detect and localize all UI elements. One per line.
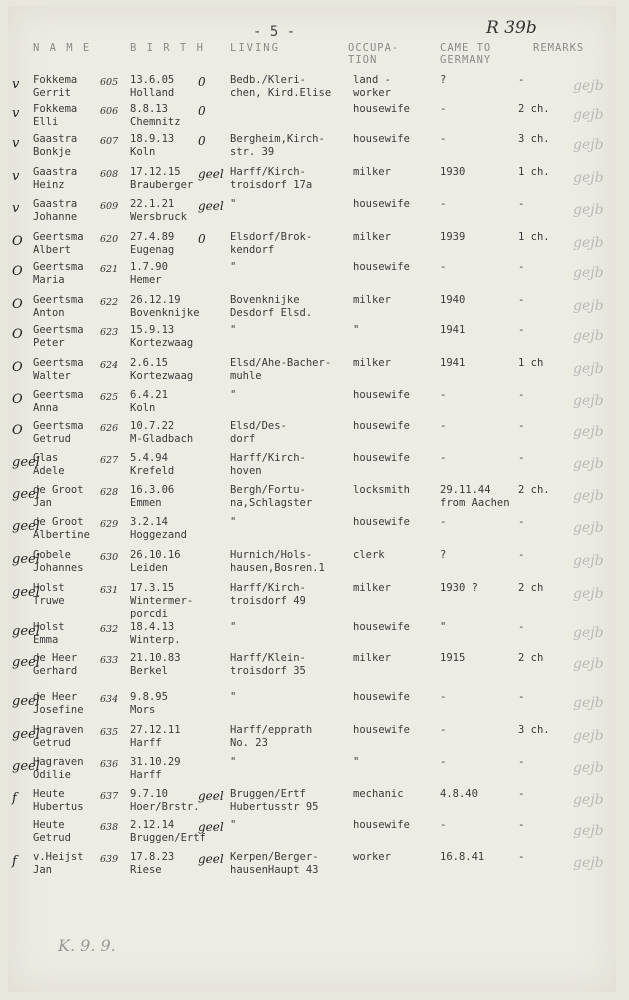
came-to-germany-cell: - — [440, 261, 447, 273]
living-cell: " — [230, 324, 237, 336]
row-mark: f — [12, 791, 17, 806]
index-number: 628 — [100, 487, 119, 498]
living-cell: " — [230, 621, 237, 633]
name-cell: Geertsma Anna — [33, 389, 84, 414]
birth-cell: 26.12.19 Bovenknijke — [130, 294, 200, 319]
row-mark: geel — [12, 455, 40, 470]
handwritten-note: geel — [198, 789, 224, 803]
came-to-germany-cell: - — [440, 819, 447, 831]
remarks-cell: - — [518, 324, 525, 336]
birth-cell: 2.6.15 Kortezwaag — [130, 357, 194, 382]
came-to-germany-cell: - — [440, 516, 447, 528]
row-mark: O — [12, 297, 23, 312]
index-number: 630 — [100, 552, 119, 563]
birth-cell: 26.10.16 Leiden — [130, 549, 181, 574]
row-mark: geel — [12, 727, 40, 742]
birth-cell: 31.10.29 Harff — [130, 756, 181, 781]
came-to-germany-cell: 1941 — [440, 324, 466, 336]
pencil-mark: gejb — [573, 656, 604, 672]
name-cell: Heute Hubertus — [33, 788, 84, 813]
pencil-mark: gejb — [573, 553, 604, 569]
pencil-mark: gejb — [573, 792, 604, 808]
living-cell: " — [230, 389, 237, 401]
header-occupation: OCCUPA- TION — [348, 42, 400, 66]
remarks-cell: 2 ch. — [518, 103, 550, 115]
occupation-cell: housewife — [353, 452, 410, 464]
index-number: 637 — [100, 791, 119, 802]
handwritten-note: 0 — [198, 75, 206, 89]
handwritten-note: geel — [198, 820, 224, 834]
index-number: 636 — [100, 759, 119, 770]
living-cell: Elsdorf/Brok- kendorf — [230, 231, 313, 256]
came-to-germany-cell: " — [440, 621, 447, 633]
name-cell: v.Heijst Jan — [33, 851, 84, 876]
index-number: 622 — [100, 297, 119, 308]
birth-cell: 9.8.95 Mors — [130, 691, 168, 716]
index-number: 635 — [100, 727, 119, 738]
row-mark: O — [12, 327, 23, 342]
row-mark: v — [12, 106, 20, 121]
birth-cell: 27.4.89 Eugenag — [130, 231, 175, 256]
living-cell: Elsd/Des- dorf — [230, 420, 287, 445]
occupation-cell: housewife — [353, 621, 410, 633]
occupation-cell: housewife — [353, 389, 410, 401]
index-number: 632 — [100, 624, 119, 635]
name-cell: Gaastra Bonkje — [33, 133, 78, 158]
pencil-mark: gejb — [573, 488, 604, 504]
handwritten-footer-note: K. 9. 9. — [58, 936, 116, 955]
pencil-mark: gejb — [573, 235, 604, 251]
name-cell: Holst Emma — [33, 621, 65, 646]
index-number: 608 — [100, 169, 119, 180]
living-cell: Kerpen/Berger- hausenHaupt 43 — [230, 851, 319, 876]
pencil-mark: gejb — [573, 202, 604, 218]
living-cell: Bedb./Kleri- chen, Kird.Elise — [230, 74, 332, 99]
index-number: 638 — [100, 822, 119, 833]
pencil-mark: gejb — [573, 328, 604, 344]
birth-cell: 17.8.23 Riese — [130, 851, 175, 876]
name-cell: de Groot Albertine — [33, 516, 90, 541]
living-cell: " — [230, 261, 237, 273]
pencil-mark: gejb — [573, 361, 604, 377]
name-cell: de Heer Josefine — [33, 691, 84, 716]
row-mark: geel — [12, 585, 40, 600]
remarks-cell: 1 ch. — [518, 166, 550, 178]
row-mark: geel — [12, 487, 40, 502]
remarks-cell: - — [518, 389, 525, 401]
living-cell: Harff/Klein- troisdorf 35 — [230, 652, 306, 677]
index-number: 639 — [100, 854, 119, 865]
remarks-cell: - — [518, 261, 525, 273]
name-cell: Geertsma Anton — [33, 294, 84, 319]
occupation-cell: milker — [353, 294, 391, 306]
remarks-cell: 1 ch. — [518, 231, 550, 243]
remarks-cell: - — [518, 621, 525, 633]
occupation-cell: housewife — [353, 198, 410, 210]
birth-cell: 16.3.06 Emmen — [130, 484, 175, 509]
living-cell: " — [230, 691, 237, 703]
remarks-cell: - — [518, 420, 525, 432]
header-living: LIVING — [230, 42, 280, 54]
pencil-mark: gejb — [573, 625, 604, 641]
pencil-mark: gejb — [573, 760, 604, 776]
birth-cell: 17.12.15 Brauberger — [130, 166, 194, 191]
row-mark: O — [12, 423, 23, 438]
index-number: 621 — [100, 264, 119, 275]
name-cell: Heute Getrud — [33, 819, 71, 844]
occupation-cell: housewife — [353, 819, 410, 831]
living-cell: Bergh/Fortu- na,Schlagster — [230, 484, 313, 509]
handwritten-note: 0 — [198, 232, 206, 246]
index-number: 625 — [100, 392, 119, 403]
occupation-cell: housewife — [353, 516, 410, 528]
came-to-germany-cell: - — [440, 133, 447, 145]
came-to-germany-cell: 29.11.44 from Aachen — [440, 484, 510, 509]
row-mark: geel — [12, 655, 40, 670]
document-page — [8, 6, 616, 992]
handwritten-note: geel — [198, 167, 224, 181]
name-cell: Hagraven Odilie — [33, 756, 84, 781]
remarks-cell: - — [518, 691, 525, 703]
birth-cell: 2.12.14 Bruggen/Ertf — [130, 819, 206, 844]
living-cell: Harff/Kirch- troisdorf 49 — [230, 582, 306, 607]
row-mark: f — [12, 854, 17, 869]
remarks-cell: - — [518, 788, 525, 800]
birth-cell: 18.9.13 Koln — [130, 133, 175, 158]
occupation-cell: milker — [353, 652, 391, 664]
index-number: 629 — [100, 519, 119, 530]
living-cell: " — [230, 516, 237, 528]
living-cell: Hurnich/Hols- hausen,Bosren.1 — [230, 549, 325, 574]
index-number: 631 — [100, 585, 119, 596]
row-mark: v — [12, 77, 20, 92]
living-cell: " — [230, 756, 237, 768]
remarks-cell: - — [518, 294, 525, 306]
birth-cell: 9.7.10 Hoer/Brstr. — [130, 788, 200, 813]
name-cell: Fokkema Gerrit — [33, 74, 78, 99]
birth-cell: 18.4.13 Winterp. — [130, 621, 181, 646]
remarks-cell: - — [518, 198, 525, 210]
living-cell: Bruggen/Ertf Hubertusstr 95 — [230, 788, 319, 813]
header-birth: B I R T H — [130, 42, 205, 54]
pencil-mark: gejb — [573, 855, 604, 871]
pencil-mark: gejb — [573, 456, 604, 472]
birth-cell: 22.1.21 Wersbruck — [130, 198, 187, 223]
came-to-germany-cell: 1941 — [440, 357, 466, 369]
remarks-cell: - — [518, 756, 525, 768]
occupation-cell: mechanic — [353, 788, 404, 800]
name-cell: Geertsma Walter — [33, 357, 84, 382]
came-to-germany-cell: ? — [440, 74, 447, 86]
table-row — [8, 851, 616, 889]
pencil-mark: gejb — [573, 107, 604, 123]
came-to-germany-cell: 1930 — [440, 166, 466, 178]
pencil-mark: gejb — [573, 586, 604, 602]
occupation-cell: housewife — [353, 724, 410, 736]
name-cell: Geertsma Albert — [33, 231, 84, 256]
index-number: 609 — [100, 201, 119, 212]
row-mark: O — [12, 392, 23, 407]
remarks-cell: - — [518, 851, 525, 863]
occupation-cell: " — [353, 756, 360, 768]
occupation-cell: housewife — [353, 420, 410, 432]
row-mark: O — [12, 360, 23, 375]
birth-cell: 5.4.94 Krefeld — [130, 452, 175, 477]
occupation-cell: " — [353, 324, 360, 336]
living-cell: Harff/Kirch- hoven — [230, 452, 306, 477]
occupation-cell: clerk — [353, 549, 385, 561]
reference-number: R 39b — [486, 18, 537, 38]
index-number: 634 — [100, 694, 119, 705]
name-cell: Gaastra Johanne — [33, 198, 78, 223]
index-number: 627 — [100, 455, 119, 466]
occupation-cell: land - worker — [353, 74, 391, 99]
pencil-mark: gejb — [573, 823, 604, 839]
name-cell: Holst Truwe — [33, 582, 65, 607]
name-cell: Gobele Johannes — [33, 549, 84, 574]
pencil-mark: gejb — [573, 298, 604, 314]
living-cell: Harff/Kirch- troisdorf 17a — [230, 166, 313, 191]
remarks-cell: - — [518, 74, 525, 86]
name-cell: Gaastra Heinz — [33, 166, 78, 191]
occupation-cell: worker — [353, 851, 391, 863]
pencil-mark: gejb — [573, 424, 604, 440]
row-mark: geel — [12, 519, 40, 534]
birth-cell: 21.10.83 Berkel — [130, 652, 181, 677]
index-number: 624 — [100, 360, 119, 371]
came-to-germany-cell: 1915 — [440, 652, 466, 664]
occupation-cell: milker — [353, 582, 391, 594]
birth-cell: 15.9.13 Kortezwaag — [130, 324, 194, 349]
pencil-mark: gejb — [573, 78, 604, 94]
index-number: 620 — [100, 234, 119, 245]
occupation-cell: housewife — [353, 261, 410, 273]
row-mark: geel — [12, 624, 40, 639]
pencil-mark: gejb — [573, 695, 604, 711]
name-cell: Glas Adele — [33, 452, 65, 477]
name-cell: de Groot Jan — [33, 484, 84, 509]
came-to-germany-cell: 1930 ? — [440, 582, 478, 594]
header-remarks: REMARKS — [533, 42, 585, 54]
name-cell: de Heer Gerhard — [33, 652, 78, 677]
came-to-germany-cell: ? — [440, 549, 447, 561]
remarks-cell: - — [518, 452, 525, 464]
living-cell: " — [230, 819, 237, 831]
remarks-cell: 3 ch. — [518, 724, 550, 736]
came-to-germany-cell: 1940 — [440, 294, 466, 306]
row-mark: O — [12, 264, 23, 279]
came-to-germany-cell: - — [440, 756, 447, 768]
index-number: 633 — [100, 655, 119, 666]
birth-cell: 13.6.05 Holland — [130, 74, 175, 99]
index-number: 626 — [100, 423, 119, 434]
remarks-cell: - — [518, 549, 525, 561]
pencil-mark: gejb — [573, 393, 604, 409]
birth-cell: 6.4.21 Koln — [130, 389, 168, 414]
row-mark: v — [12, 169, 20, 184]
birth-cell: 1.7.90 Hemer — [130, 261, 168, 286]
name-cell: Fokkema Elli — [33, 103, 78, 128]
header-name: N A M E — [33, 42, 92, 54]
remarks-cell: 3 ch. — [518, 133, 550, 145]
came-to-germany-cell: 16.8.41 — [440, 851, 485, 863]
birth-cell: 3.2.14 Hoggezand — [130, 516, 187, 541]
remarks-cell: 2 ch — [518, 652, 544, 664]
index-number: 606 — [100, 106, 119, 117]
index-number: 605 — [100, 77, 119, 88]
came-to-germany-cell: - — [440, 420, 447, 432]
occupation-cell: locksmith — [353, 484, 410, 496]
pencil-mark: gejb — [573, 728, 604, 744]
came-to-germany-cell: 1939 — [440, 231, 466, 243]
index-number: 623 — [100, 327, 119, 338]
came-to-germany-cell: - — [440, 452, 447, 464]
pencil-mark: gejb — [573, 265, 604, 281]
row-mark: geel — [12, 694, 40, 709]
name-cell: Geertsma Getrud — [33, 420, 84, 445]
living-cell: " — [230, 198, 237, 210]
table-row — [8, 652, 616, 690]
row-mark: geel — [12, 759, 40, 774]
page-number: - 5 - — [253, 24, 296, 40]
pencil-mark: gejb — [573, 520, 604, 536]
name-cell: Geertsma Maria — [33, 261, 84, 286]
index-number: 607 — [100, 136, 119, 147]
came-to-germany-cell: - — [440, 389, 447, 401]
came-to-germany-cell: 4.8.40 — [440, 788, 478, 800]
occupation-cell: milker — [353, 231, 391, 243]
handwritten-note: 0 — [198, 104, 206, 118]
came-to-germany-cell: - — [440, 724, 447, 736]
handwritten-note: geel — [198, 199, 224, 213]
remarks-cell: 2 ch — [518, 582, 544, 594]
occupation-cell: housewife — [353, 133, 410, 145]
came-to-germany-cell: - — [440, 198, 447, 210]
came-to-germany-cell: - — [440, 691, 447, 703]
remarks-cell: - — [518, 819, 525, 831]
row-mark: geel — [12, 552, 40, 567]
handwritten-note: 0 — [198, 134, 206, 148]
remarks-cell: - — [518, 516, 525, 528]
occupation-cell: housewife — [353, 691, 410, 703]
living-cell: Bovenknijke Desdorf Elsd. — [230, 294, 313, 319]
row-mark: v — [12, 136, 20, 151]
birth-cell: 10.7.22 M-Gladbach — [130, 420, 194, 445]
living-cell: Elsd/Ahe-Bacher- muhle — [230, 357, 332, 382]
row-mark: v — [12, 201, 20, 216]
birth-cell: 27.12.11 Harff — [130, 724, 181, 749]
table-row — [8, 582, 616, 620]
living-cell: Harff/epprath No. 23 — [230, 724, 313, 749]
header-came-to-germany: CAME TO GERMANY — [440, 42, 492, 66]
pencil-mark: gejb — [573, 137, 604, 153]
living-cell: Bergheim,Kirch- str. 39 — [230, 133, 325, 158]
occupation-cell: milker — [353, 166, 391, 178]
birth-cell: 17.3.15 Wintermer- porcdi — [130, 582, 194, 620]
occupation-cell: milker — [353, 357, 391, 369]
name-cell: Geertsma Peter — [33, 324, 84, 349]
occupation-cell: housewife — [353, 103, 410, 115]
row-mark: O — [12, 234, 23, 249]
birth-cell: 8.8.13 Chemnitz — [130, 103, 181, 128]
came-to-germany-cell: - — [440, 103, 447, 115]
handwritten-note: geel — [198, 852, 224, 866]
name-cell: Hagraven Getrud — [33, 724, 84, 749]
remarks-cell: 1 ch — [518, 357, 544, 369]
remarks-cell: 2 ch. — [518, 484, 550, 496]
pencil-mark: gejb — [573, 170, 604, 186]
